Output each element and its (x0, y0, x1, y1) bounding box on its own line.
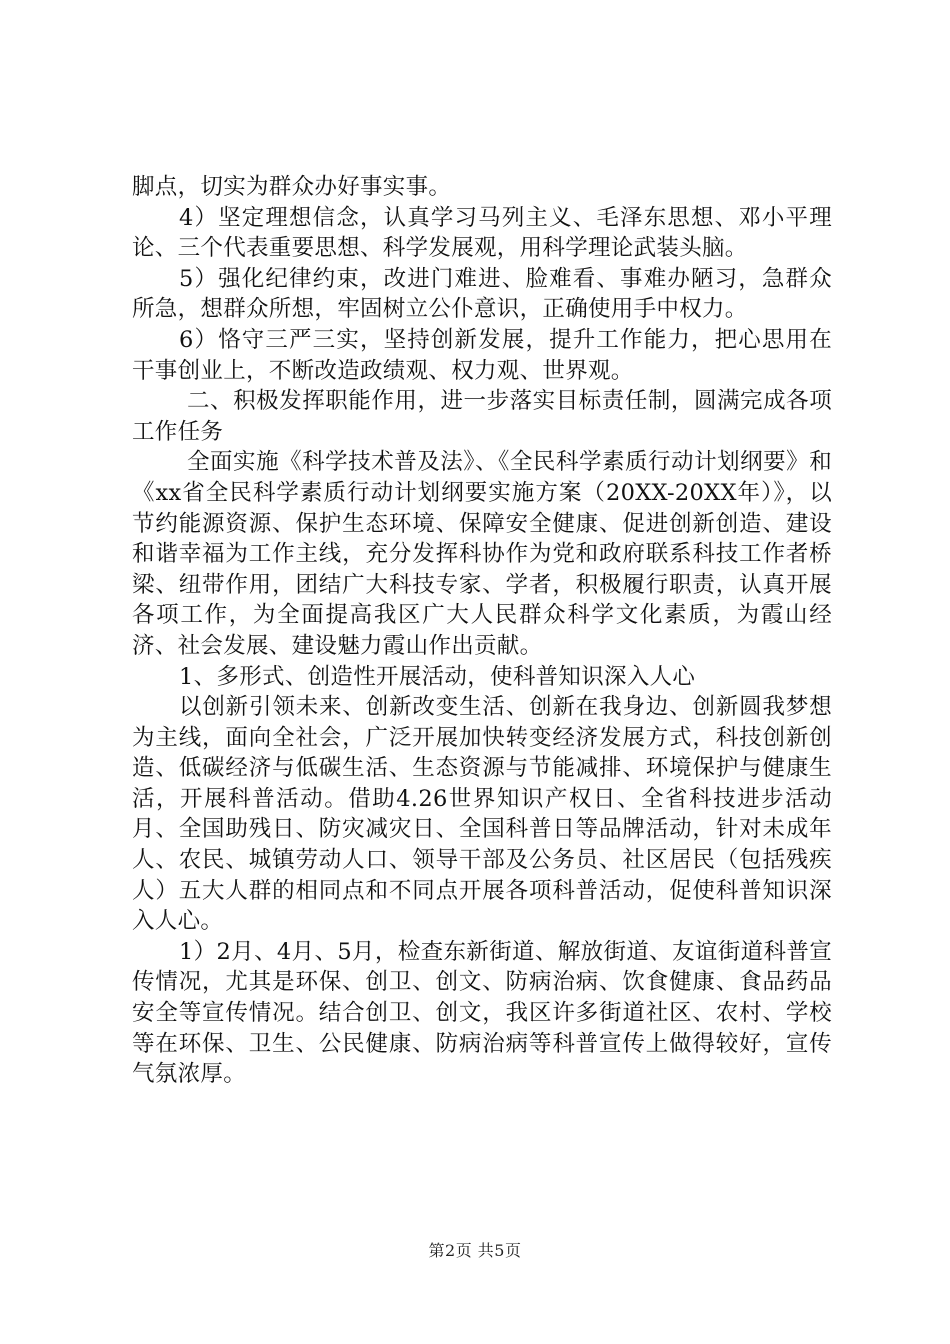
subsection-heading-1: 1、多形式、创造性开展活动，使科普知识深入人心 (179, 663, 696, 690)
document-body (132, 172, 832, 1090)
paragraph-item-4: 4）坚定理想信念，认真学习马列主义、毛泽东思想、邓小平理论、三个代表重要思想、科学发展观，用科学理论武装头脑。 (132, 204, 832, 262)
section-heading-2: 二、积极发挥职能作用，进一步落实目标责任制，圆满完成各项工作任务 (132, 388, 832, 445)
paragraph-continuation: 脚点，切实为群众办好事实事。 (132, 174, 452, 200)
page-number-footer: 第2页 共5页 (428, 1241, 522, 1260)
paragraph-implementation: 全面实施《科学技术普及法》、《全民科学素质行动计划纲要》和《xx省全民科学素质行动计划纲要实施方案（20XX-20XX年）》，以节约能源资源、保护生态环境、保障安全健康、促进创新创造、建设和谐幸福为工作主线，充分发挥科协作为党和政府联系科技工作者桥梁、纽带作用，团结广大科技专家、学者，积极履行职责，认真开展各项工作，为全面提高我区广大人民群众科学文化素质，为霞山经济、社会发展、建设魅力霞山作出贡献。 (132, 449, 832, 659)
paragraph-item-1-inspection: 1）2月、4月、5月，检查东新街道、解放街道、友谊街道科普宣传情况，尤其是环保、创卫、创文、防病治病、饮食健康、食品药品安全等宣传情况。结合创卫、创文，我区许多街道社区、农村、学校等在环保、卫生、公民健康、防病治病等科普宣传上做得较好，宣传气氛浓厚。 (132, 938, 832, 1088)
paragraph-item-6: 6）恪守三严三实，坚持创新发展，提升工作能力，把心思用在干事创业上，不断改造政绩观、权力观、世界观。 (132, 326, 832, 384)
paragraph-innovation: 以创新引领未来、创新改变生活、创新在我身边、创新圆我梦想为主线，面向全社会，广泛开展加快转变经济发展方式，科技创新创造、低碳经济与低碳生活、生态资源与节能减排、环境保护与健康生活，开展科普活动。借助4.26世界知识产权日、全省科技进步活动月、全国助残日、防灾减灾日、全国科普日等品牌活动，针对未成年人、农民、城镇劳动人口、领导干部及公务员、社区居民（包括残疾人）五大人群的相同点和不同点开展各项科普活动，促使科普知识深入人心。 (132, 694, 832, 935)
paragraph-item-5: 5）强化纪律约束，改进门难进、脸难看、事难办陋习，急群众所急，想群众所想，牢固树立公仆意识，正确使用手中权力。 (132, 265, 832, 323)
